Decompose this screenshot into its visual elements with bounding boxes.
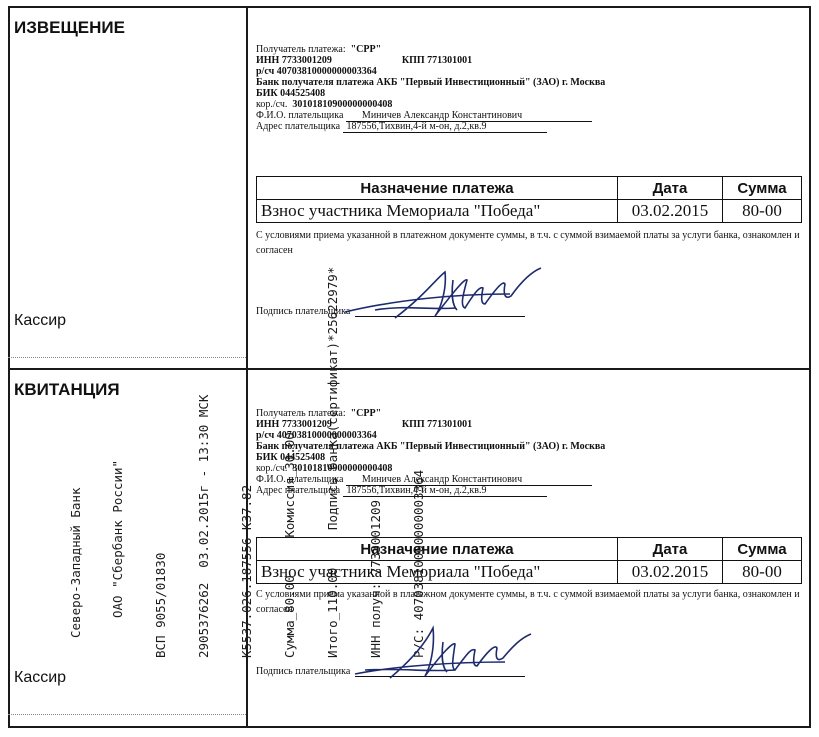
corr-value: 30101810900000000408 — [292, 463, 393, 474]
inn: ИНН 7733001209 — [256, 419, 332, 430]
payer-label: Ф.И.О. плательщика — [256, 110, 344, 121]
bank-name: Банк получателя платежа АКБ "Первый Инвестиционный" (ЗАО) г. Москва — [256, 77, 606, 88]
receipt-cashier-label: Кассир — [14, 669, 67, 686]
header-date: Дата — [618, 177, 723, 200]
payer-value: Миничев Александр Константинович — [346, 110, 592, 122]
notice-cashier-label: Кассир — [14, 312, 67, 329]
receipt-signature-label: Подпись плательщика — [256, 666, 351, 677]
address-value: 187556,Тихвин,4-й м-он, д.2,кв.9 — [343, 121, 547, 133]
receipt-recipient-details — [256, 408, 605, 496]
header-purpose: Назначение платежа — [257, 538, 618, 561]
header-amount: Сумма — [723, 177, 802, 200]
receipt-dotted-line — [8, 714, 246, 715]
recipient-value: "СРР" — [350, 44, 382, 55]
header-purpose: Назначение платежа — [257, 177, 618, 200]
notice-signature-label: Подпись плательщика — [256, 306, 351, 317]
receipt-signature — [335, 612, 575, 692]
corr-label: кор./сч. — [256, 99, 288, 110]
notice-recipient-details — [256, 44, 605, 132]
recipient-value: "СРР" — [350, 408, 382, 419]
notice-signature — [335, 250, 575, 330]
stamp-line: ИНН получ: 7733001209 — [367, 499, 383, 658]
receipt-payment-table — [256, 537, 802, 584]
amount-value: 80-00 — [723, 561, 802, 584]
notice-conditions: С условиями приема указанной в платежном документе суммы, в т.ч. с суммой взимаемой платы за услуги банка, ознакомлен и согласен — [256, 230, 800, 256]
stamp-line: Р/С: 40703810000000003364 — [410, 469, 426, 658]
kpp: КПП 771301001 — [401, 55, 473, 66]
corr-label: кор./сч. — [256, 463, 288, 474]
bank-name: Банк получателя платежа АКБ "Первый Инвестиционный" (ЗАО) г. Москва — [256, 441, 606, 452]
stamp-line: Итого_110.00 Подпись банка(сертификат)*25622979* — [324, 266, 340, 658]
address-label: Адрес плательщика — [256, 485, 341, 496]
stamp-line: 2905376262 03.02.2015г - 13:30 МСК — [196, 394, 212, 658]
receipt-title: КВИТАНЦИЯ — [14, 380, 120, 399]
address-value: 187556,Тихвин,4-й м-он, д.2,кв.9 — [343, 485, 547, 497]
bik: БИК 044525408 — [256, 88, 326, 99]
inn: ИНН 7733001209 — [256, 55, 332, 66]
receipt-conditions: С условиями приема указанной в платежном документе суммы, в т.ч. с суммой взимаемой платы за услуги банка, ознакомлен и согласен — [256, 589, 800, 615]
date-value: 03.02.2015 — [618, 200, 723, 223]
kpp: КПП 771301001 — [401, 419, 473, 430]
recipient-label: Получатель платежа: — [256, 44, 346, 55]
purpose-value: Взнос участника Мемориала "Победа" — [257, 200, 618, 223]
payer-label: Ф.И.О. плательщика — [256, 474, 344, 485]
header-date: Дата — [618, 538, 723, 561]
amount-value: 80-00 — [723, 200, 802, 223]
payer-value: Миничев Александр Константинович — [346, 474, 592, 486]
account: р/сч 40703810000000003364 — [256, 430, 377, 441]
stamp-line: К5537.026.187556 К37.82 — [239, 484, 255, 658]
corr-value: 30101810900000000408 — [292, 99, 393, 110]
notice-payment-table — [256, 176, 802, 223]
stamp-line: ОАО "Сбербанк России" — [110, 459, 126, 618]
bik: БИК 044525408 — [256, 452, 326, 463]
stamp-line: ВСП 9055/01830 — [153, 552, 169, 658]
date-value: 03.02.2015 — [618, 561, 723, 584]
account: р/сч 40703810000000003364 — [256, 66, 377, 77]
recipient-label: Получатель платежа: — [256, 408, 346, 419]
header-amount: Сумма — [723, 538, 802, 561]
stamp-line: Сумма_80.00 Комиссия_30.00 — [282, 432, 298, 658]
purpose-value: Взнос участника Мемориала "Победа" — [257, 561, 618, 584]
notice-title: ИЗВЕЩЕНИЕ — [14, 18, 125, 37]
address-label: Адрес плательщика — [256, 121, 341, 132]
stamp-line: Северо-Западный Банк — [67, 487, 83, 638]
